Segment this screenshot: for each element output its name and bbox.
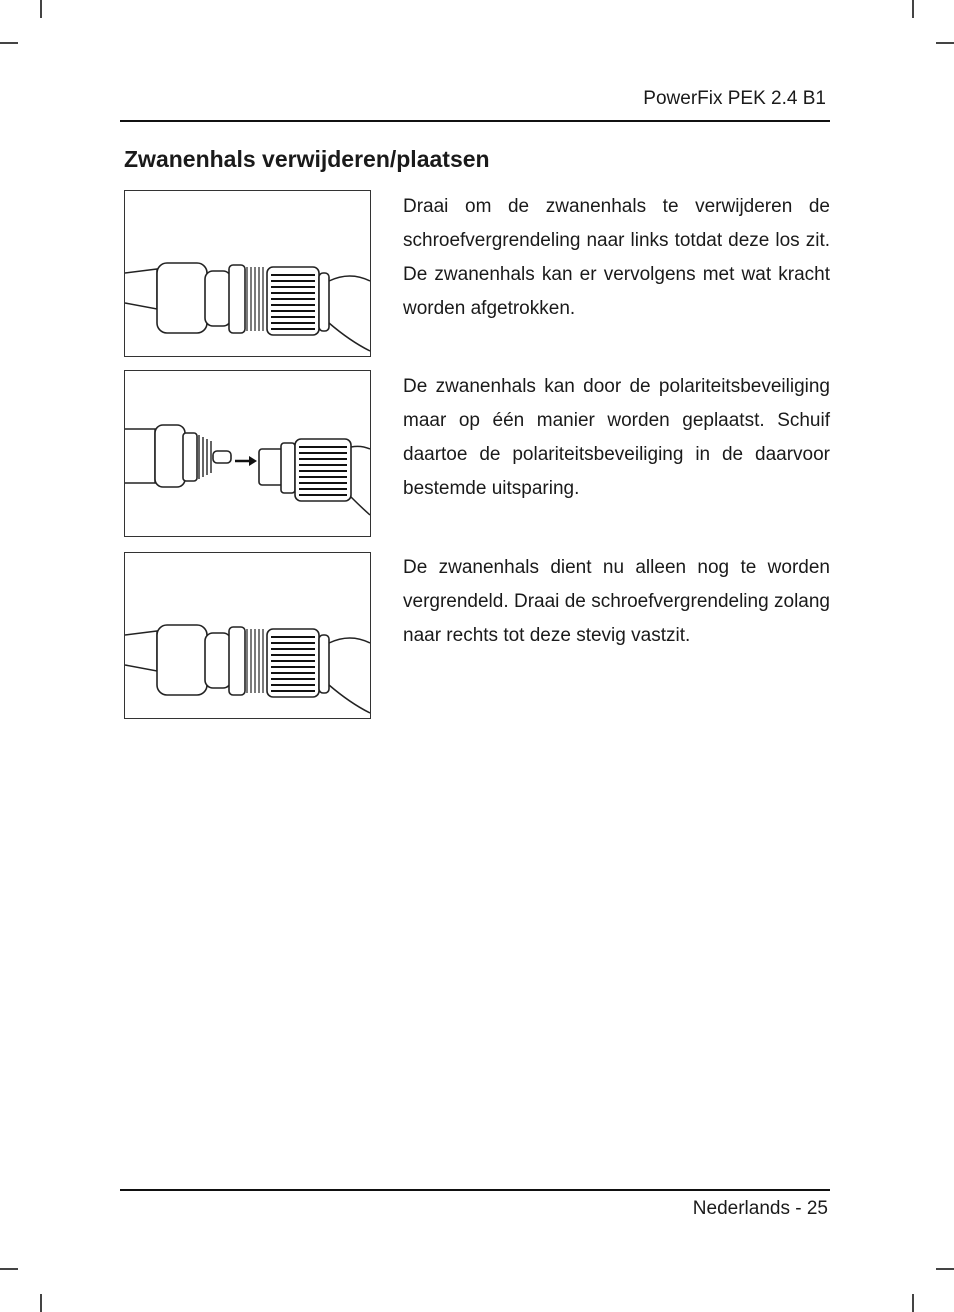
crop-mark — [40, 1294, 42, 1312]
crop-mark — [936, 42, 954, 44]
crop-mark — [912, 1294, 914, 1312]
header-rule — [120, 120, 830, 122]
figure-connector-separated — [124, 370, 371, 537]
crop-mark — [0, 1268, 18, 1270]
crop-mark — [936, 1268, 954, 1270]
footer-rule — [120, 1189, 830, 1191]
page-number: Nederlands - 25 — [692, 1198, 828, 1219]
connector-separated-illustration-icon — [125, 371, 370, 536]
connector-locked-illustration-icon — [125, 553, 370, 718]
paragraph-lock-gooseneck: De zwanenhals dient nu alleen nog te worden vergrendeld. Draai de schroefvergrendeling zolang naar rechts tot deze stevig vastzit. — [403, 557, 830, 646]
section-title: Zwanenhals verwijderen/plaatsen — [124, 146, 490, 172]
paragraph-polarity-protection: De zwanenhals kan door de polariteitsbeveiliging maar op één manier worden geplaatst. Schuif daartoe de polariteitsbeveiliging in de daarvoor bestemde uitsparing. — [403, 376, 830, 499]
crop-mark — [0, 42, 18, 44]
figure-connector-locked-1 — [124, 190, 371, 357]
crop-mark — [40, 0, 42, 18]
header-product-name: PowerFix PEK 2.4 B1 — [643, 88, 826, 109]
figure-connector-locked-2 — [124, 552, 371, 719]
crop-mark — [912, 0, 914, 18]
connector-locked-illustration-icon — [125, 191, 370, 356]
paragraph-remove-gooseneck: Draai om de zwanenhals te verwijderen de schroefvergrendeling naar links totdat deze los zit. De zwanenhals kan er vervolgens met wat kracht worden afgetrokken. — [403, 196, 830, 319]
